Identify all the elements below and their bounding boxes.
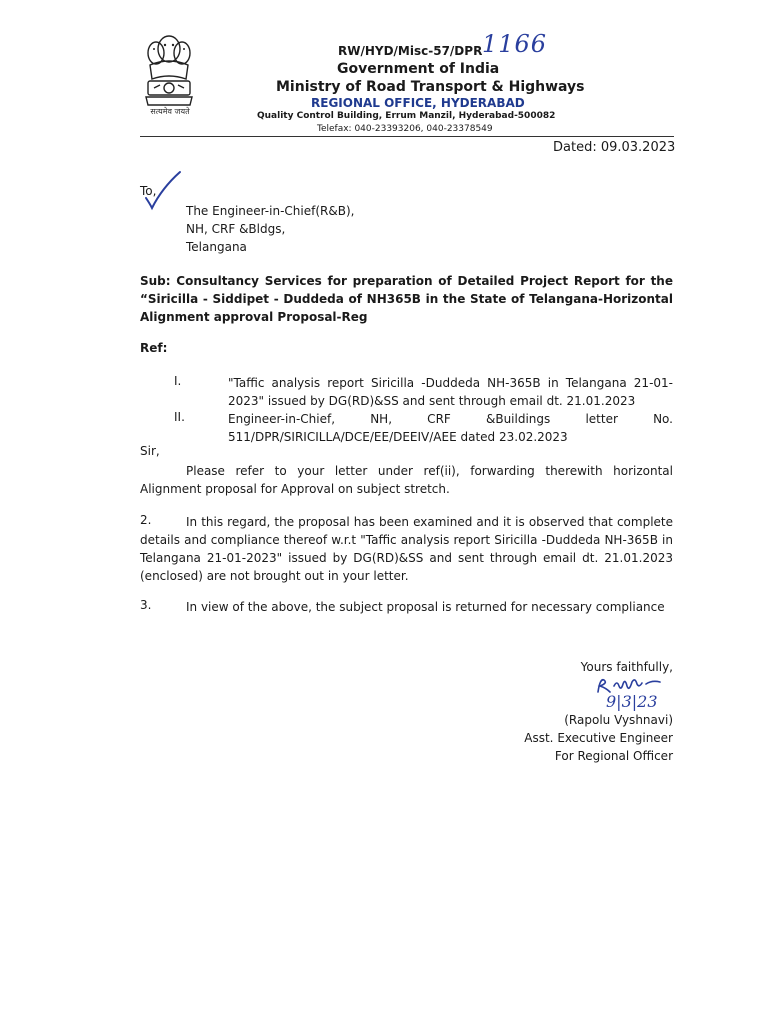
office-telefax: Telefax: 040-23393206, 040-23378549 xyxy=(317,124,493,134)
to-label: To, xyxy=(140,184,157,198)
handwritten-number: 1166 xyxy=(482,30,548,58)
reference-item: Engineer-in-Chief, NH, CRF &Buildings letter No. 511/DPR/SIRICILLA/DCE/EE/DEEIV/AEE dated 23.02.2023 xyxy=(228,412,673,444)
office-address: Quality Control Building, Errum Manzil, Hyderabad-500082 xyxy=(257,111,556,121)
salutation: Sir, xyxy=(140,444,160,458)
reference-number-label: II. xyxy=(174,410,185,424)
reference-number-label: I. xyxy=(174,374,182,388)
recipient-line: The Engineer-in-Chief(R&B), xyxy=(186,204,355,218)
reference-number: RW/HYD/Misc-57/DPR xyxy=(338,44,483,58)
subject-line: Sub: Consultancy Services for preparation of Detailed Project Report for the “Siricilla - Siddipet - Duddeda of NH365B in the State of Telangana-Horizontal Alignment approval Proposal-Reg xyxy=(140,274,673,324)
signatory-for: For Regional Officer xyxy=(554,749,673,763)
regional-office-title: REGIONAL OFFICE, HYDERABAD xyxy=(311,96,525,110)
letter-date: Dated: 09.03.2023 xyxy=(553,140,676,155)
ministry-title: Ministry of Road Transport & Highways xyxy=(276,79,585,95)
paragraph-number: 2. xyxy=(140,513,152,527)
body-paragraph-3: In view of the above, the subject proposal is returned for necessary compliance xyxy=(186,600,665,614)
handwritten-date: 9|3|23 xyxy=(606,692,658,711)
body-paragraph-2: In this regard, the proposal has been examined and it is observed that complete details and compliance thereof w.r.t "Taffic analysis report Siricilla -Duddeda NH-365B in Telangana 21-01-2023" issued by DG(RD)&SS and sent through email dt. 21.01.2023 (enclosed) are not brought out in your letter. xyxy=(140,515,673,583)
closing: Yours faithfully, xyxy=(580,660,673,674)
signatory-designation: Asst. Executive Engineer xyxy=(524,731,673,745)
emblem-caption: सत्यमेव जयते xyxy=(150,107,190,116)
reference-item: "Taffic analysis report Siricilla -Duddeda NH-365B in Telangana 21-01-2023" issued by DG(RD)&SS and sent through email dt. 21.01.2023 xyxy=(228,376,673,408)
government-title: Government of India xyxy=(337,61,500,77)
signatory-name: (Rapolu Vyshnavi) xyxy=(564,713,673,727)
recipient-line: Telangana xyxy=(186,240,247,254)
body-paragraph-1: Please refer to your letter under ref(ii), forwarding therewith horizontal Alignment proposal for Approval on subject stretch. xyxy=(140,464,673,496)
paragraph-number: 3. xyxy=(140,598,152,612)
header-divider xyxy=(140,136,674,137)
reference-label: Ref: xyxy=(140,341,168,355)
recipient-line: NH, CRF &Bldgs, xyxy=(186,222,286,236)
